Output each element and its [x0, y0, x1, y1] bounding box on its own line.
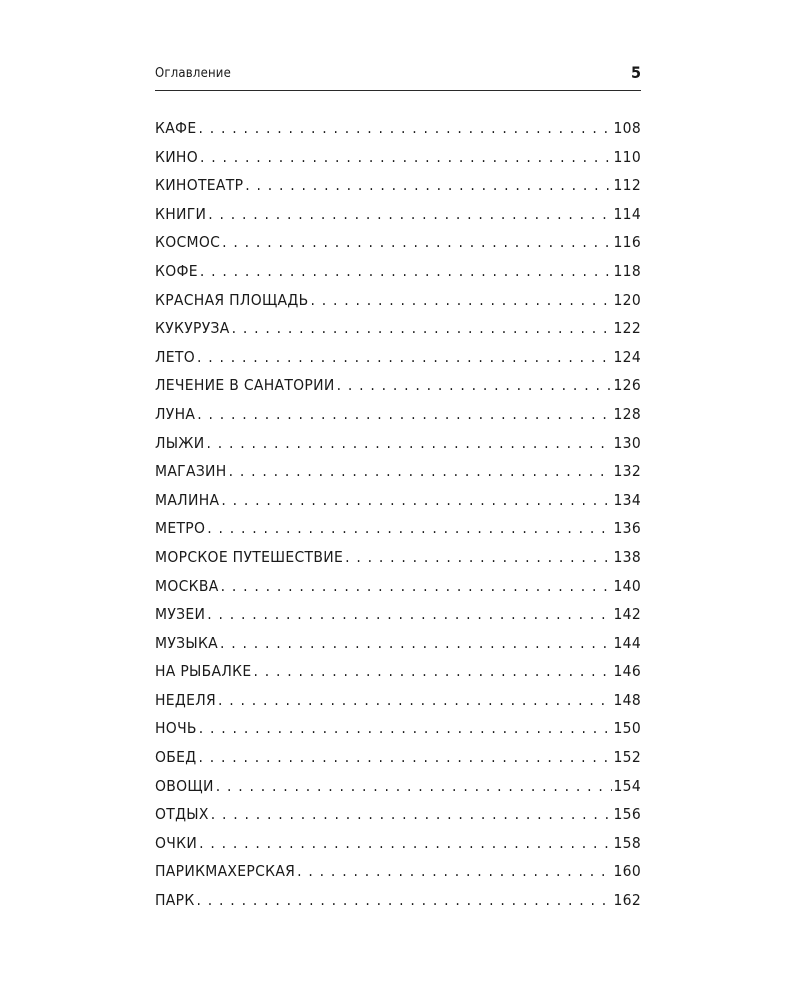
- toc-entry-title: МУЗЕИ: [155, 605, 206, 624]
- toc-entry: [155, 376, 641, 405]
- toc-entry-title: МЕТРО: [155, 519, 206, 538]
- dot-leader: [200, 262, 613, 280]
- toc-entry-title: НОЧЬ: [155, 719, 197, 738]
- toc-entry-page: 160: [613, 862, 641, 881]
- toc-entry: [155, 119, 641, 148]
- toc-entry: [155, 205, 641, 234]
- toc-entry: [155, 491, 641, 520]
- toc-entry-page: 142: [613, 605, 641, 624]
- toc-entry-page: 138: [613, 547, 641, 566]
- toc-entry: [155, 577, 641, 606]
- toc-entry-page: 118: [613, 261, 641, 280]
- toc-entry-title: КОФЕ: [155, 261, 198, 280]
- toc-entry: [155, 605, 641, 634]
- toc-entry-page: 140: [613, 576, 641, 595]
- dot-leader: [207, 519, 612, 537]
- dot-leader: [197, 405, 612, 423]
- toc-entry-page: 110: [613, 147, 641, 166]
- dot-leader: [253, 662, 612, 680]
- toc-entry: [155, 405, 641, 434]
- toc-entry-page: 136: [613, 519, 641, 538]
- toc-entry-page: 120: [613, 290, 641, 309]
- toc-entry: [155, 291, 641, 320]
- dot-leader: [310, 291, 612, 309]
- toc-entry-page: 126: [613, 376, 641, 395]
- toc-entry-page: 146: [613, 662, 641, 681]
- dot-leader: [199, 719, 613, 737]
- toc-entry-title: ЛЕТО: [155, 347, 195, 366]
- dot-leader: [232, 319, 613, 337]
- toc-entry-title: МАГАЗИН: [155, 462, 227, 481]
- dot-leader: [221, 491, 612, 509]
- dot-leader: [221, 577, 613, 595]
- toc-entry-title: ПАРК: [155, 891, 195, 910]
- toc-entry-title: ОТДЫХ: [155, 805, 209, 824]
- toc-entry-title: ОБЕД: [155, 748, 197, 767]
- dot-leader: [197, 891, 613, 909]
- toc-entry-title: МОСКВА: [155, 576, 219, 595]
- toc-entry: [155, 662, 641, 691]
- toc-entry-page: 130: [613, 433, 641, 452]
- dot-leader: [208, 205, 612, 223]
- toc-entry-title: ПАРИКМАХЕРСКАЯ: [155, 862, 296, 881]
- toc-entry: [155, 691, 641, 720]
- toc-entry-page: 144: [613, 633, 641, 652]
- toc-entry-title: ОЧКИ: [155, 833, 198, 852]
- dot-leader: [197, 348, 612, 366]
- toc-entry-page: 134: [613, 490, 641, 509]
- toc-entry-title: НА РЫБАЛКЕ: [155, 662, 252, 681]
- toc-entry-title: КОСМОС: [155, 233, 221, 252]
- dot-leader: [220, 634, 612, 652]
- dot-leader: [198, 119, 612, 137]
- dot-leader: [297, 862, 612, 880]
- dot-leader: [200, 148, 612, 166]
- toc-entry-page: 158: [613, 833, 641, 852]
- toc-entry-title: МАЛИНА: [155, 490, 220, 509]
- toc-entry: [155, 148, 641, 177]
- page-number: 5: [630, 63, 641, 82]
- toc-entry: [155, 434, 641, 463]
- dot-leader: [216, 777, 613, 795]
- toc-entry: [155, 777, 641, 806]
- running-head-title: Оглавление: [155, 66, 232, 81]
- toc-entry-page: 128: [613, 404, 641, 423]
- toc-entry-title: НЕДЕЛЯ: [155, 690, 216, 709]
- toc-entry-title: КАФЕ: [155, 119, 197, 137]
- toc-entry-page: 108: [613, 119, 641, 137]
- toc-entry-title: КИНОТЕАТР: [155, 176, 244, 195]
- toc-entry: [155, 233, 641, 262]
- toc-entry-title: КУКУРУЗА: [155, 319, 230, 338]
- toc-entry: [155, 719, 641, 748]
- toc-entry-title: МОРСКОЕ ПУТЕШЕСТВИЕ: [155, 547, 344, 566]
- dot-leader: [218, 691, 612, 709]
- toc-entry-page: 124: [613, 347, 641, 366]
- toc-entry-title: ЛЕЧЕНИЕ В САНАТОРИИ: [155, 376, 335, 395]
- table-of-contents: [155, 119, 641, 920]
- dot-leader: [229, 462, 613, 480]
- toc-entry-page: 156: [613, 805, 641, 824]
- dot-leader: [337, 376, 613, 394]
- toc-entry-page: 148: [613, 690, 641, 709]
- toc-entry-page: 162: [613, 891, 641, 910]
- toc-entry: [155, 319, 641, 348]
- toc-entry: [155, 634, 641, 663]
- toc-entry: [155, 891, 641, 920]
- toc-entry-page: 132: [613, 462, 641, 481]
- toc-entry: [155, 548, 641, 577]
- dot-leader: [211, 805, 613, 823]
- dot-leader: [206, 434, 612, 452]
- toc-entry: [155, 462, 641, 491]
- toc-entry-title: ЛЫЖИ: [155, 433, 205, 452]
- toc-entry: [155, 834, 641, 863]
- toc-entry-title: ОВОЩИ: [155, 776, 214, 795]
- toc-entry-page: 114: [613, 204, 641, 223]
- toc-entry-page: 150: [613, 719, 641, 738]
- toc-entry-page: 152: [613, 748, 641, 767]
- dot-leader: [198, 748, 612, 766]
- toc-entry-title: КРАСНАЯ ПЛОЩАДЬ: [155, 290, 309, 309]
- page-header: [155, 62, 641, 91]
- toc-entry: [155, 862, 641, 891]
- toc-entry-title: КИНО: [155, 147, 198, 166]
- dot-leader: [245, 176, 612, 194]
- dot-leader: [199, 834, 612, 852]
- toc-entry: [155, 748, 641, 777]
- dot-leader: [222, 233, 612, 251]
- toc-entry-title: МУЗЫКА: [155, 633, 219, 652]
- toc-entry-title: ЛУНА: [155, 404, 196, 423]
- dot-leader: [207, 605, 612, 623]
- dot-leader: [345, 548, 612, 566]
- toc-entry: [155, 519, 641, 548]
- toc-entry-page: 112: [613, 176, 641, 195]
- toc-entry-page: 154: [613, 776, 641, 795]
- toc-entry: [155, 262, 641, 291]
- toc-entry-page: 122: [613, 319, 641, 338]
- toc-entry: [155, 348, 641, 377]
- toc-entry: [155, 176, 641, 205]
- toc-entry-title: КНИГИ: [155, 204, 207, 223]
- toc-entry: [155, 805, 641, 834]
- toc-entry-page: 116: [613, 233, 641, 252]
